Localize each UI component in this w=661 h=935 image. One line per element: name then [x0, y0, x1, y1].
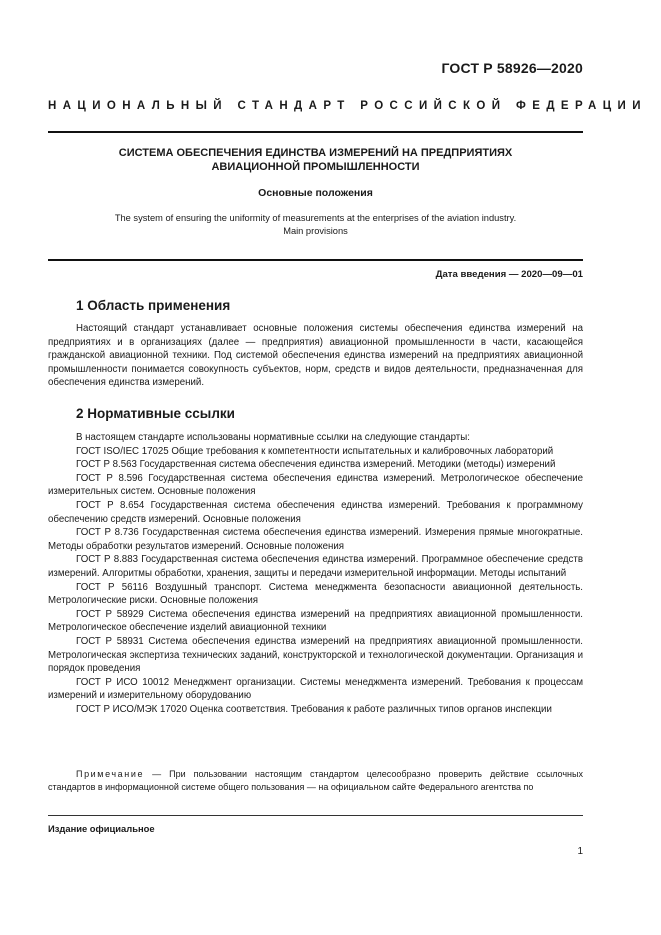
reference-item: ГОСТ Р 8.654 Государственная система обеспечения единства измерений. Требования к программному обеспечению средств измерений. Основные положения	[48, 499, 583, 525]
introduction-date: Дата введения — 2020—09—01	[435, 269, 583, 280]
section-2-heading: 2 Нормативные ссылки	[76, 406, 235, 421]
reference-item: ГОСТ Р 8.563 Государственная система обеспечения единства измерений. Методики (методы) измерений	[76, 459, 556, 471]
section-1-heading: 1 Область применения	[76, 298, 231, 313]
reference-item: ГОСТ Р ИСО 10012 Менеджмент организации. Системы менеджмента измерений. Требования к процессам измерений и измерительному оборудованию	[48, 676, 583, 702]
english-title	[48, 212, 583, 238]
reference-item: ГОСТ Р 8.736 Государственная система обеспечения единства измерений. Измерения прямые многократные. Методы обработки результатов измерений. Основные положения	[48, 527, 583, 552]
reference-item: ГОСТ ISO/IEC 17025 Общие требования к компетентности испытательных и калибровочных лабораторий	[76, 445, 554, 457]
section-1-paragraph: Настоящий стандарт устанавливает основные положения системы обеспечения единства измерений на предприятиях и в организациях (далее — предприятия) авиационной промышленности в части, касающейся гражданской авиационной техники. Под системой обеспечения единства измерений на предприятиях авиационной промышленности понимается совокупность субъектов, норм, средств и видов деятельности, предназначенная для обеспечения единства измерений.	[48, 323, 583, 389]
references-list	[48, 431, 583, 716]
note-label: Примечание	[76, 769, 145, 779]
header-divider	[48, 131, 583, 133]
reference-item: ГОСТ Р 58929 Система обеспечения единства измерений на предприятиях авиационной промышленности. Метрологическое обеспечение изделий авиационной техники	[48, 608, 583, 634]
document-subtitle: Основные положения	[258, 187, 373, 199]
title-divider	[48, 259, 583, 261]
section-1-body	[48, 322, 583, 390]
references-intro: В настоящем стандарте использованы нормативные ссылки на следующие стандарты:	[76, 432, 470, 443]
note-paragraph	[48, 768, 583, 795]
document-title	[48, 147, 583, 174]
official-edition-label: Издание официальное	[48, 823, 155, 834]
reference-item: ГОСТ Р ИСО/МЭК 17020 Оценка соответствия. Требования к работе различных типов органов инспекции	[76, 703, 552, 715]
reference-item: ГОСТ Р 8.883 Государственная система обеспечения единства измерений. Программное обеспечение средств измерений. Алгоритмы обработки, хранения, защиты и передачи измерительной информации. Методы испытаний	[48, 554, 583, 579]
reference-item: ГОСТ Р 58931 Система обеспечения единства измерений на предприятиях авиационной промышленности. Метрологическая экспертиза технических заданий, конструкторской и технологической документации. Организация и порядок проведения	[48, 635, 583, 675]
english-title-line-1: The system of ensuring the uniformity of measurements at the enterprises of the aviation industry.	[114, 213, 517, 223]
note-text: — При пользовании настоящим стандартом целесообразно проверить действие ссылочных стандартов в информационной системе общего пользования — на официальном сайте Федерального агентства по	[48, 769, 583, 793]
reference-item: ГОСТ Р 56116 Воздушный транспорт. Система менеджмента безопасности авиационной деятельность. Метрологические риски. Основные положения	[48, 581, 583, 607]
title-line-2: АВИАЦИОННОЙ ПРОМЫШЛЕННОСТИ	[211, 160, 420, 173]
document-code: ГОСТ Р 58926—2020	[441, 60, 583, 76]
title-line-1: СИСТЕМА ОБЕСПЕЧЕНИЯ ЕДИНСТВА ИЗМЕРЕНИЙ НА ПРЕДПРИЯТИЯХ	[118, 147, 513, 159]
national-standard-heading: НАЦИОНАЛЬНЫЙ СТАНДАРТ РОССИЙСКОЙ ФЕДЕРАЦИИ	[48, 100, 647, 112]
english-title-line-2: Main provisions	[283, 226, 348, 236]
note-block	[48, 768, 583, 795]
footer-divider	[48, 815, 583, 816]
reference-item: ГОСТ Р 8.596 Государственная система обеспечения единства измерений. Метрологическое обеспечение измерительных систем. Основные положения	[48, 472, 583, 498]
page-number: 1	[577, 846, 583, 857]
